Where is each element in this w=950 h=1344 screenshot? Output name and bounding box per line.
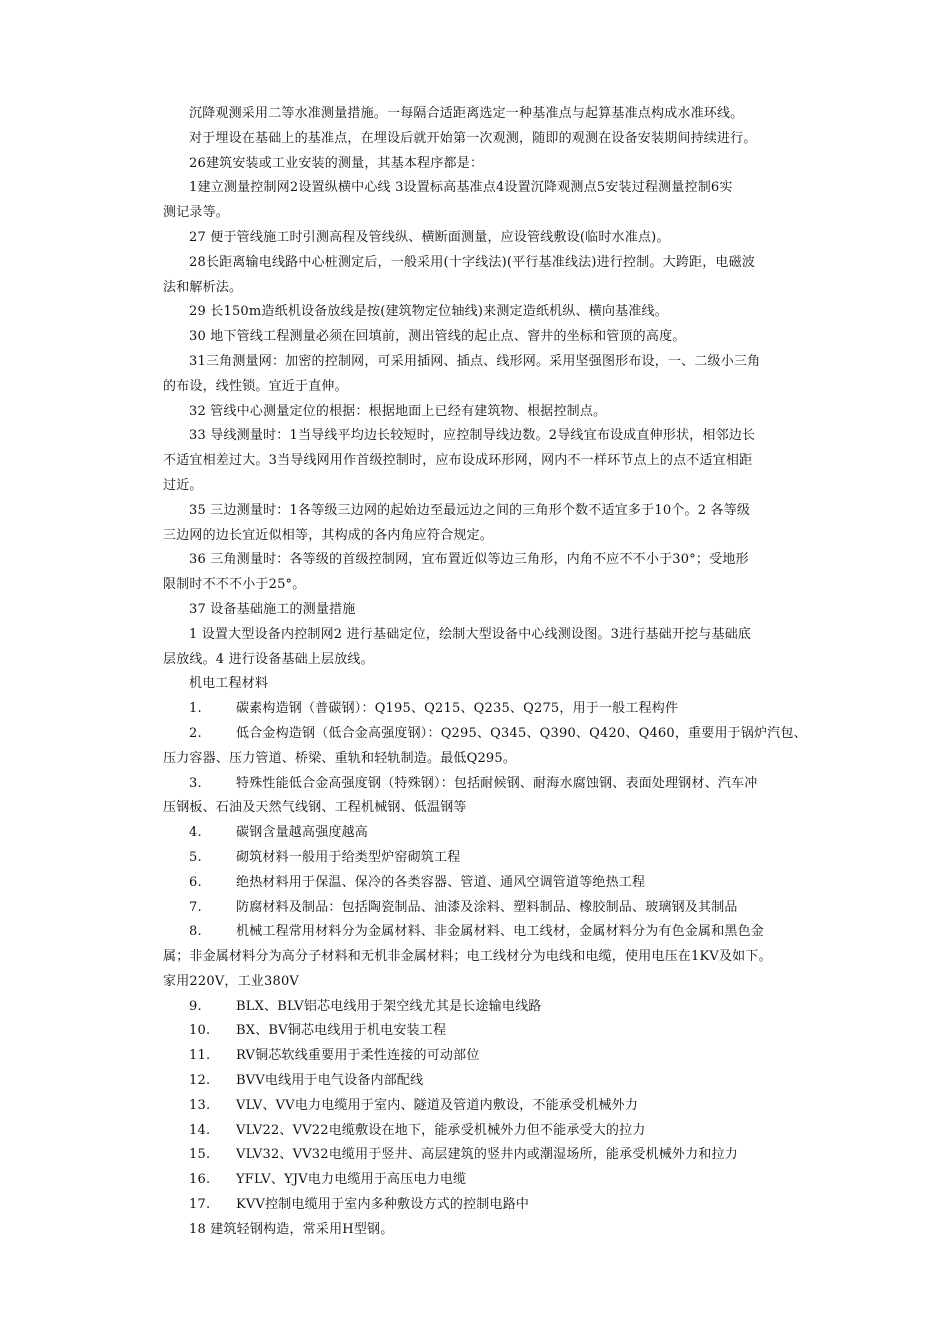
text-line xyxy=(163,871,799,896)
list-item xyxy=(163,1193,799,1218)
list-item xyxy=(163,1168,799,1193)
line-text: BX、BV铜芯电线用于机电安装工程 xyxy=(236,1023,447,1039)
paragraph xyxy=(163,499,799,549)
paragraph xyxy=(163,226,799,251)
line-text: 1 设置大型设备内控制网2 进行基础定位，绘制大型设备中心线测设图。3进行基础开挖与基础底 xyxy=(189,626,752,642)
paragraph xyxy=(163,350,799,400)
line-text: 家用220V，工业380V xyxy=(163,973,300,989)
text-line xyxy=(163,325,799,350)
list-number: 3. xyxy=(189,775,202,791)
text-line xyxy=(163,648,799,673)
text-line xyxy=(163,821,799,846)
line-text: VLV32、VV32电缆用于竖井、高层建筑的竖井内或潮湿场所，能承受机械外力和拉力 xyxy=(236,1147,738,1163)
paragraph xyxy=(163,127,799,152)
line-text: 不适宜相差过大。3当导线网用作首级控制时，应布设成环形网，网内不一样环节点上的点不适宜相距 xyxy=(163,453,753,469)
text-line xyxy=(163,1044,799,1069)
list-number: 7. xyxy=(189,899,202,915)
line-text: RV铜芯软线重要用于柔性连接的可动部位 xyxy=(236,1048,480,1064)
text-line xyxy=(163,375,799,400)
line-text: 32 管线中心测量定位的根据：根据地面上已经有建筑物、根据控制点。 xyxy=(189,403,607,419)
text-line xyxy=(163,152,799,177)
line-text: 29 长150m造纸机设备放线是按(建筑物定位轴线)来测定造纸机纵、横向基准线。 xyxy=(189,304,668,320)
text-line xyxy=(163,548,799,573)
line-text: 30 地下管线工程测量必须在回填前，测出管线的起止点、窨井的坐标和管顶的高度。 xyxy=(189,329,686,345)
line-text: 限制时不不不小于25°。 xyxy=(163,577,306,593)
line-text: 属；非金属材料分为高分子材料和无机非金属材料；电工线材分为电线和电缆，使用电压在1KV及如下。 xyxy=(163,949,772,965)
text-line xyxy=(163,102,799,127)
text-line xyxy=(163,1193,799,1218)
line-text: 31三角测量网：加密的控制网，可采用插网、插点、线形网。采用坚强图形布设，一、二级小三角 xyxy=(189,353,761,369)
paragraph xyxy=(163,1218,799,1243)
list-number: 1. xyxy=(189,701,202,717)
text-line xyxy=(163,176,799,201)
list-item xyxy=(163,1094,799,1119)
line-text: 压钢板、石油及天然气线钢、工程机械钢、低温钢等 xyxy=(163,800,467,816)
line-text: 绝热材料用于保温、保冷的各类容器、管道、通风空调管道等绝热工程 xyxy=(236,874,646,890)
line-text: 33 导线测量时：1当导线平均边长较短时，应控制导线边数。2导线宜布设成直伸形状，相邻边长 xyxy=(189,428,756,444)
text-line xyxy=(163,424,799,449)
line-text: 28长距离输电线路中心桩测定后，一般采用(十字线法)(平行基准线法)进行控制。大跨距，电磁波 xyxy=(189,254,756,270)
text-line xyxy=(163,722,807,747)
list-number: 5. xyxy=(189,849,202,865)
list-item xyxy=(163,1019,799,1044)
line-text: 砌筑材料一般用于给类型炉窑砌筑工程 xyxy=(236,849,461,865)
list-number: 11. xyxy=(189,1048,211,1064)
paragraph xyxy=(163,251,799,301)
text-line xyxy=(163,796,799,821)
line-text: 碳钢含量越高强度越高 xyxy=(236,825,369,841)
line-text: 层放线。4 进行设备基础上层放线。 xyxy=(163,651,374,667)
line-text: YFLV、YJV电力电缆用于高压电力电缆 xyxy=(236,1172,467,1188)
paragraph xyxy=(163,300,799,325)
list-item xyxy=(163,772,799,822)
text-line xyxy=(163,474,799,499)
text-line xyxy=(163,127,799,152)
text-line xyxy=(163,573,799,598)
text-line xyxy=(163,970,799,995)
text-line xyxy=(163,623,799,648)
line-text: KVV控制电缆用于室内多种敷设方式的控制电路中 xyxy=(236,1197,530,1213)
list-item xyxy=(163,995,799,1020)
text-line xyxy=(163,1218,799,1243)
list-number: 12. xyxy=(189,1073,211,1089)
list-number: 17. xyxy=(189,1197,211,1213)
list-number: 9. xyxy=(189,998,202,1014)
line-text: VLV22、VV22电缆敷设在地下，能承受机械外力但不能承受大的拉力 xyxy=(236,1122,646,1138)
list-number: 4. xyxy=(189,825,202,841)
line-text: 对于埋设在基础上的基准点，在埋设后就开始第一次观测，随即的观测在设备安装期间持续进行。 xyxy=(189,130,757,146)
paragraph xyxy=(163,623,799,673)
list-item xyxy=(163,846,799,871)
list-item xyxy=(163,896,799,921)
list-item xyxy=(163,722,807,772)
text-line xyxy=(163,524,799,549)
text-line xyxy=(163,995,799,1020)
text-line xyxy=(163,499,799,524)
list-number: 13. xyxy=(189,1097,211,1113)
list-item xyxy=(163,1044,799,1069)
text-line xyxy=(163,1119,799,1144)
line-text: 27 便于管线施工时引测高程及管线纵、横断面测量，应设管线敷设(临时水准点)。 xyxy=(189,229,670,245)
line-text: 的布设，线性锁。宜近于直伸。 xyxy=(163,378,348,394)
line-text: 35 三边测量时：1各等级三边网的起始边至最远边之间的三角形个数不适宜多于10个。2 各等级 xyxy=(189,502,751,518)
text-line xyxy=(163,945,799,970)
paragraph xyxy=(163,424,799,498)
line-text: 测记录等。 xyxy=(163,205,230,221)
line-text: 沉降观测采用二等水准测量措施。一每隔合适距离选定一种基准点与起算基准点构成水准环线。 xyxy=(189,106,744,121)
text-line xyxy=(163,201,799,226)
line-text: 36 三角测量时：各等级的首级控制网，宜布置近似等边三角形，内角不应不不小于30°；受地形 xyxy=(189,552,749,568)
paragraph xyxy=(163,102,799,127)
list-item xyxy=(163,920,799,994)
text-line xyxy=(163,920,799,945)
line-text: 18 建筑轻钢构造，常采用H型钢。 xyxy=(189,1221,394,1237)
text-line xyxy=(163,350,799,375)
list-number: 15. xyxy=(189,1147,211,1163)
list-number: 10. xyxy=(189,1023,211,1039)
text-line xyxy=(163,1069,799,1094)
list-number: 6. xyxy=(189,874,202,890)
paragraph xyxy=(163,176,799,226)
list-item xyxy=(163,1119,799,1144)
line-text: 碳素构造钢（普碳钢）：Q195、Q215、Q235、Q275，用于一般工程构件 xyxy=(236,701,679,717)
paragraph xyxy=(163,598,799,623)
list-item xyxy=(163,697,799,722)
text-line xyxy=(163,598,799,623)
line-text: 机电工程材料 xyxy=(189,676,269,692)
line-text: BLX、BLV铝芯电线用于架空线尤其是长途输电线路 xyxy=(236,998,542,1014)
text-line xyxy=(163,1019,799,1044)
paragraph xyxy=(163,152,799,177)
list-item xyxy=(163,871,799,896)
text-line xyxy=(163,400,799,425)
text-line xyxy=(163,300,799,325)
line-text: VLV、VV电力电缆用于室内、隧道及管道内敷设，不能承受机械外力 xyxy=(236,1097,639,1113)
list-item xyxy=(163,1069,799,1094)
line-text: 法和解析法。 xyxy=(163,279,243,295)
line-text: 26建筑安装或工业安装的测量，其基本程序都是： xyxy=(189,155,484,171)
text-line xyxy=(163,1168,799,1193)
line-text: 低合金构造钢（低合金高强度钢）：Q295、Q345、Q390、Q420、Q460，重要用于锅炉汽包、 xyxy=(236,725,807,741)
text-line xyxy=(163,846,799,871)
list-number: 2. xyxy=(189,725,202,741)
paragraph xyxy=(163,672,799,697)
text-line xyxy=(163,697,799,722)
line-text: 防腐材料及制品：包括陶瓷制品、油漆及涂料、塑料制品、橡胶制品、玻璃钢及其制品 xyxy=(236,899,738,915)
paragraph xyxy=(163,400,799,425)
text-line xyxy=(163,672,799,697)
text-line xyxy=(163,772,799,797)
text-line xyxy=(163,251,799,276)
text-line xyxy=(163,276,799,301)
line-text: 37 设备基础施工的测量措施 xyxy=(189,601,356,617)
list-item xyxy=(163,821,799,846)
paragraph xyxy=(163,548,799,598)
line-text: 机械工程常用材料分为金属材料、非金属材料、电工线材，金属材料分为有色金属和黑色金 xyxy=(236,924,765,940)
line-text: 过近。 xyxy=(163,477,203,493)
line-text: 特殊性能低合金高强度钢（特殊钢）：包括耐候钢、耐海水腐蚀钢、表面处理钢材、汽车冲 xyxy=(236,775,758,791)
line-text: BVV电线用于电气设备内部配线 xyxy=(236,1073,424,1089)
line-text: 1建立测量控制网2设置纵横中心线 3设置标高基准点4设置沉降观测点5安装过程测量控制6实 xyxy=(189,180,733,196)
text-line xyxy=(163,1143,799,1168)
list-number: 8. xyxy=(189,924,202,940)
text-line xyxy=(163,1094,799,1119)
text-line xyxy=(163,747,799,772)
list-number: 16. xyxy=(189,1172,211,1188)
line-text: 三边网的边长宜近似相等，其构成的各内角应符合规定。 xyxy=(163,527,494,543)
text-line xyxy=(163,226,799,251)
line-text: 压力容器、压力管道、桥梁、重轨和轻轨制造。最低Q295。 xyxy=(163,750,517,766)
text-line xyxy=(163,896,799,921)
document-body xyxy=(163,102,807,1243)
text-line xyxy=(163,449,799,474)
paragraph xyxy=(163,325,799,350)
list-item xyxy=(163,1143,799,1168)
list-number: 14. xyxy=(189,1122,211,1138)
